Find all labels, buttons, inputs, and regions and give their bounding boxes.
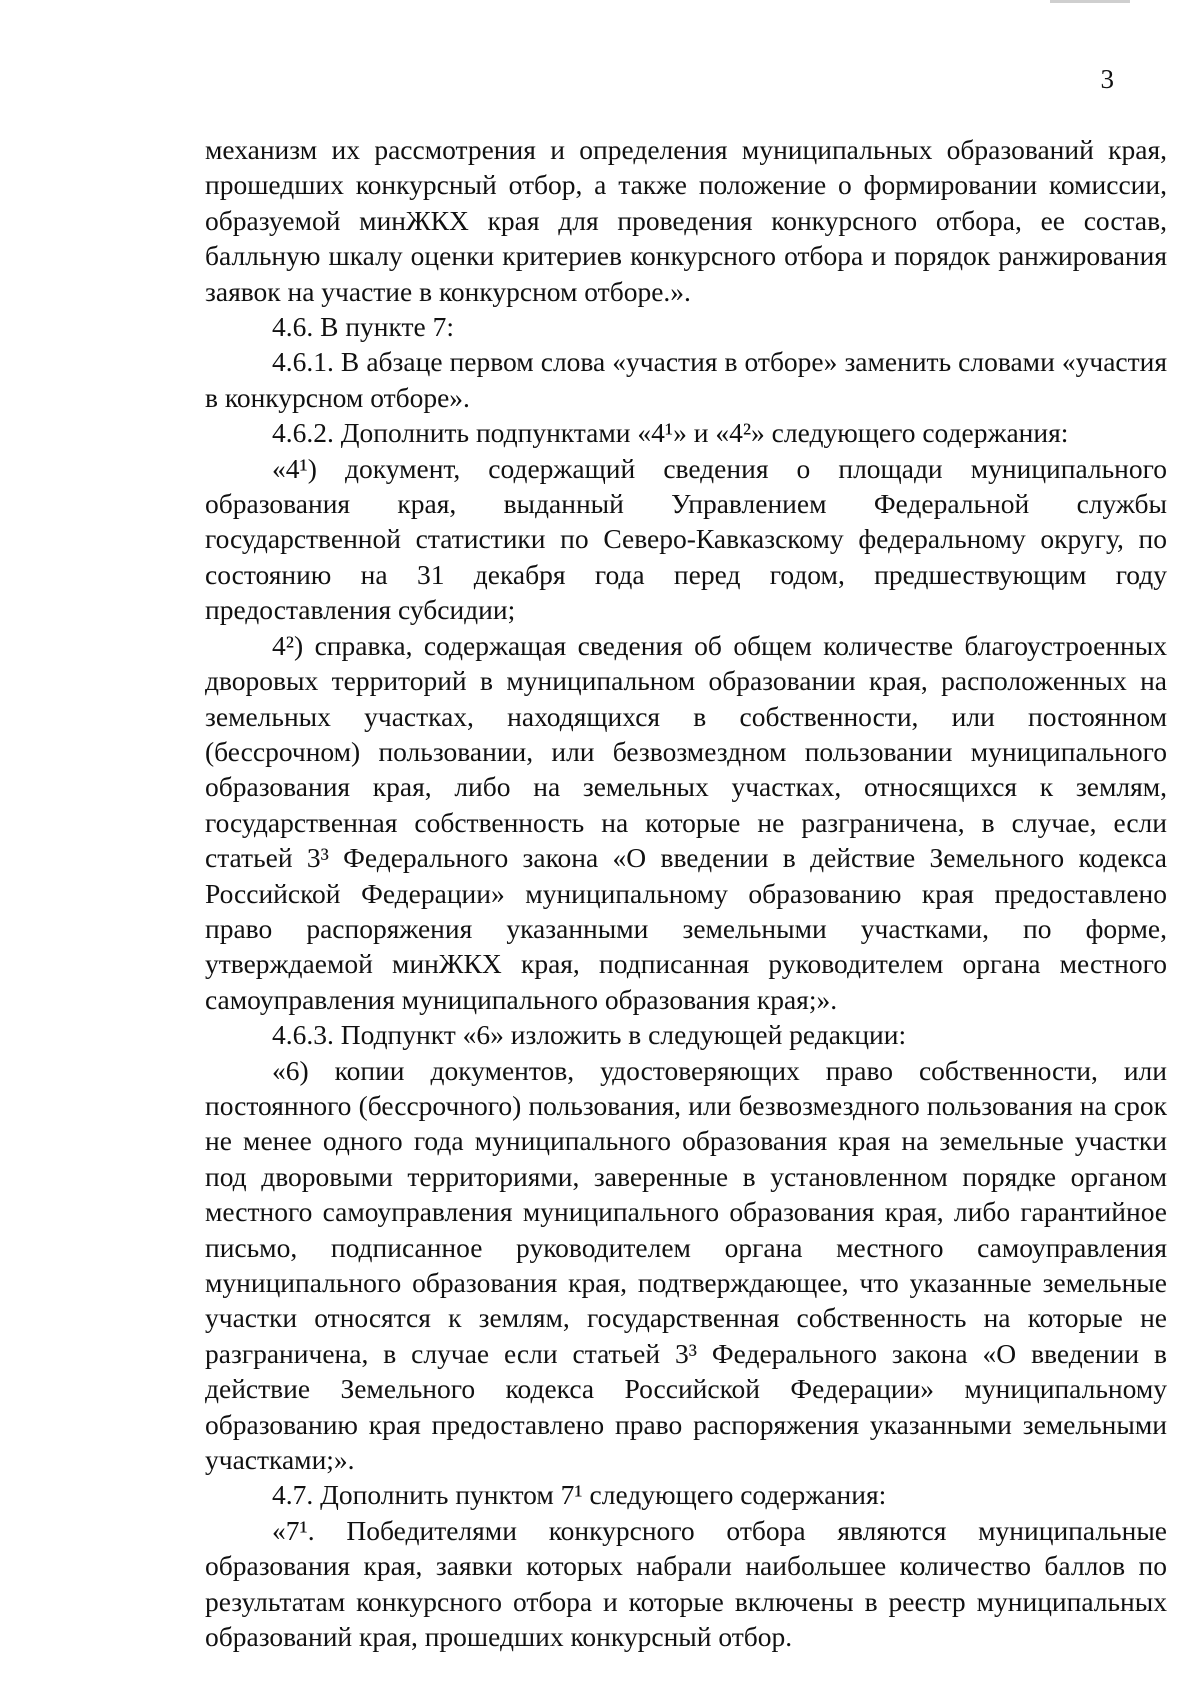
paragraph-4-6-2: 4.6.2. Дополнить подпунктами «4¹» и «4²» следующего содержания: <box>272 417 1069 449</box>
scan-edge-mark <box>1050 0 1130 3</box>
paragraph-subitem-4-2: 4²) справка, содержащая сведения об общем количестве благоустроенных дворовых территорий в муниципальном образовании края, расположенных на земельных участках, находящихся в собственности, или постоянном (бессрочном) пользовании, или безвозмездном пользовании муниципального образования края, либо на земельных участках, относящихся к землям, государственная собственность на которые не разграничена, в случае, если статьей 3³ Федерального закона «О введении в действие Земельного кодекса Российской Федерации» муниципальному образованию края предоставлено право распоряжения указанными земельными участками, по форме, утверждаемой минЖКХ края, подписанная руководителем органа местного самоуправления муниципального образования края;». <box>205 629 1167 1015</box>
paragraph-continuation: механизм их рассмотрения и определения муниципальных образований края, прошедших конкурсный отбор, а также положение о формировании комиссии, образуемой минЖКХ края для проведения конкурсного отбора, ее состав, балльную шкалу оценки критериев конкурсного отбора и порядок ранжирования заявок на участие в конкурсном отборе.». <box>205 134 1167 307</box>
paragraph-4-6: 4.6. В пункте 7: <box>272 311 455 343</box>
paragraph-4-6-3: 4.6.3. Подпункт «6» изложить в следующей редакции: <box>272 1019 907 1051</box>
document-body <box>205 132 1167 1654</box>
paragraph-4-7: 4.7. Дополнить пунктом 7¹ следующего содержания: <box>272 1479 887 1511</box>
paragraph-subitem-6: «6) копии документов, удостоверяющих право собственности, или постоянного (бессрочного) пользования, или безвозмездного пользования на срок не менее одного года муниципального образования края на земельные участки под дворовыми территориями, заверенные в установленном порядке органом местного самоуправления муниципального образования края, либо гарантийное письмо, подписанное руководителем органа местного самоуправления муниципального образования края, подтверждающее, что указанные земельные участки относятся к землям, государственная собственность на которые не разграничена, в случае если статьей 3³ Федерального закона «О введении в действие Земельного кодекса Российской Федерации» муниципальному образованию края предоставлено право распоряжения указанными земельными участками;». <box>205 1054 1167 1476</box>
paragraph-subitem-4-1: «4¹) документ, содержащий сведения о площади муниципального образования края, выданный Управлением Федеральной службы государственной статистики по Северо-Кавказскому федеральному округу, по состоянию на 31 декабря года перед годом, предшествующим году предоставления субсидии; <box>205 452 1167 626</box>
paragraph-item-7-1: «7¹. Победителями конкурсного отбора являются муниципальные образования края, заявки которых набрали наибольшее количество баллов по результатам конкурсного отбора и которые включены в реестр муниципальных образований края, прошедших конкурсный отбор. <box>205 1514 1167 1653</box>
page-number: 3 <box>1100 64 1114 94</box>
paragraph-4-6-1: 4.6.1. В абзаце первом слова «участия в отборе» заменить словами «участия в конкурсном отборе». <box>205 346 1167 413</box>
